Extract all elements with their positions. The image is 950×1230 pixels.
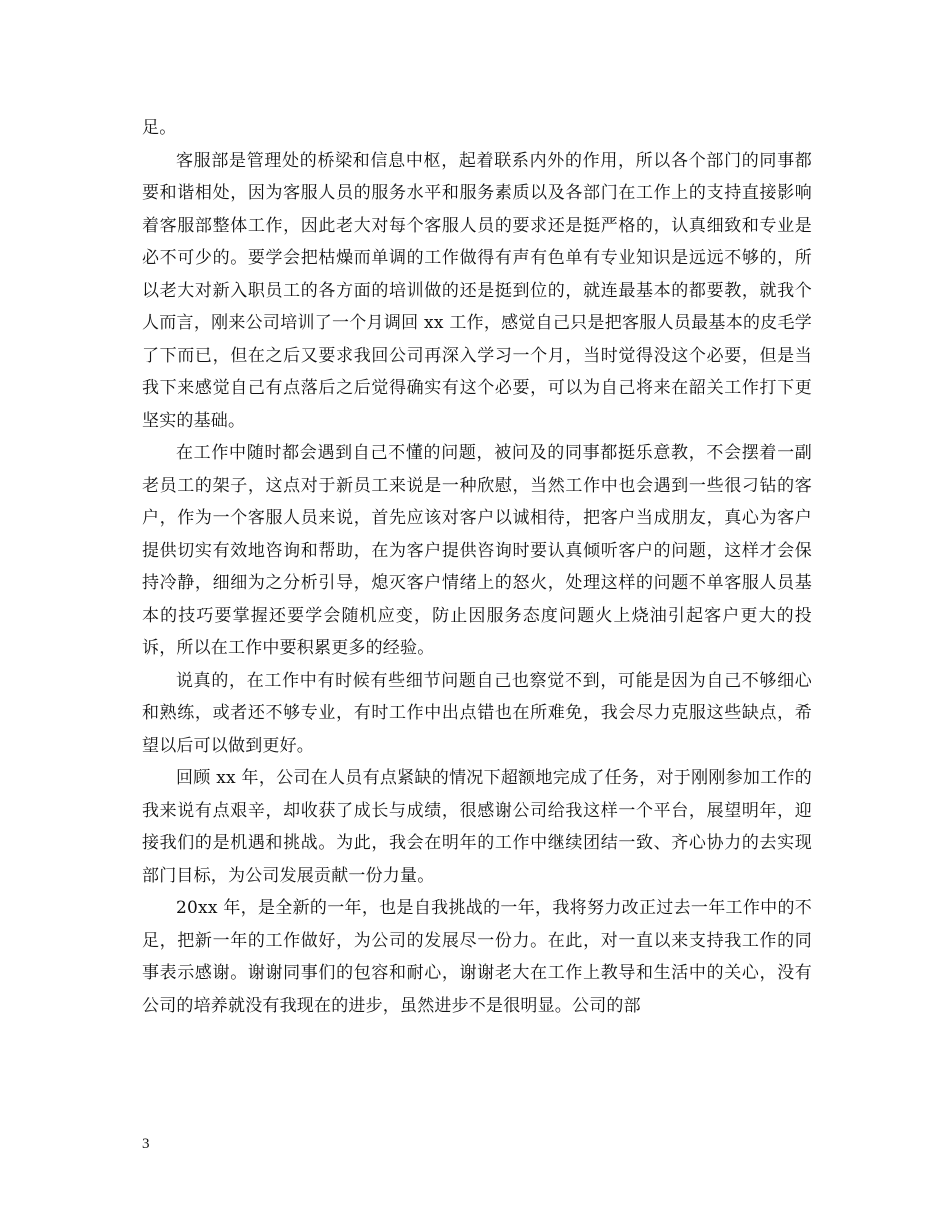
paragraph-6: 20xx 年，是全新的一年，也是自我挑战的一年，我将努力改正过去一年工作中的不足，把新一年的工作做好，为公司的发展尽一份力。在此，对一直以来支持我工作的同事表示感谢。谢谢同事们的包容和耐心，谢谢老大在工作上教导和生活中的关心，没有公司的培养就没有我现在的进步，虽然进步不是很明显。公司的部 (142, 898, 812, 1016)
paragraph-2: 客服部是管理处的桥梁和信息中枢，起着联系内外的作用，所以各个部门的同事都要和谐相处，因为客服人员的服务水平和服务素质以及各部门在工作上的支持直接影响着客服部整体工作，因此老大对每个客服人员的要求还是挺严格的，认真细致和专业是必不可少的。要学会把枯燥而单调的工作做得有声有色单有专业知识是远远不够的，所以老大对新入职员工的各方面的培训做的还是挺到位的，就连最基本的都要教，就我个人而言，刚来公司培训了一个月调回 xx 工作，感觉自己只是把客服人员最基本的皮毛学了下而已，但在之后又要求我回公司再深入学习一个月，当时觉得没这个必要，但是当我下来感觉自己有点落后之后觉得确实有这个必要，可以为自己将来在韶关工作打下更坚实的基础。 (142, 150, 812, 431)
page-number: 3 (142, 1136, 150, 1152)
paragraph-3: 在工作中随时都会遇到自己不懂的问题，被问及的同事都挺乐意教，不会摆着一副老员工的架子，这点对于新员工来说是一种欣慰，当然工作中也会遇到一些很刁钻的客户，作为一个客服人员来说，首先应该对客户以诚相待，把客户当成朋友，真心为客户提供切实有效地咨询和帮助，在为客户提供咨询时要认真倾听客户的问题，这样才会保持冷静，细细为之分析引导，熄灭客户情绪上的怒火，处理这样的问题不单客服人员基本的技巧要掌握还要学会随机应变，防止因服务态度问题火上烧油引起客户更大的投诉，所以在工作中要积累更多的经验。 (142, 443, 812, 658)
document-body (142, 112, 812, 1022)
paragraph-1: 足。 (142, 118, 177, 138)
paragraph-4: 说真的，在工作中有时候有些细节问题自己也察觉不到，可能是因为自己不够细心和熟练，或者还不够专业，有时工作中出点错也在所难免，我会尽力克服这些缺点，希望以后可以做到更好。 (142, 670, 812, 756)
paragraph-5: 回顾 xx 年，公司在人员有点紧缺的情况下超额地完成了任务，对于刚刚参加工作的我来说有点艰辛，却收获了成长与成绩，很感谢公司给我这样一个平台，展望明年，迎接我们的是机遇和挑战。为此，我会在明年的工作中继续团结一致、齐心协力的去实现部门目标，为公司发展贡献一份力量。 (142, 768, 812, 886)
